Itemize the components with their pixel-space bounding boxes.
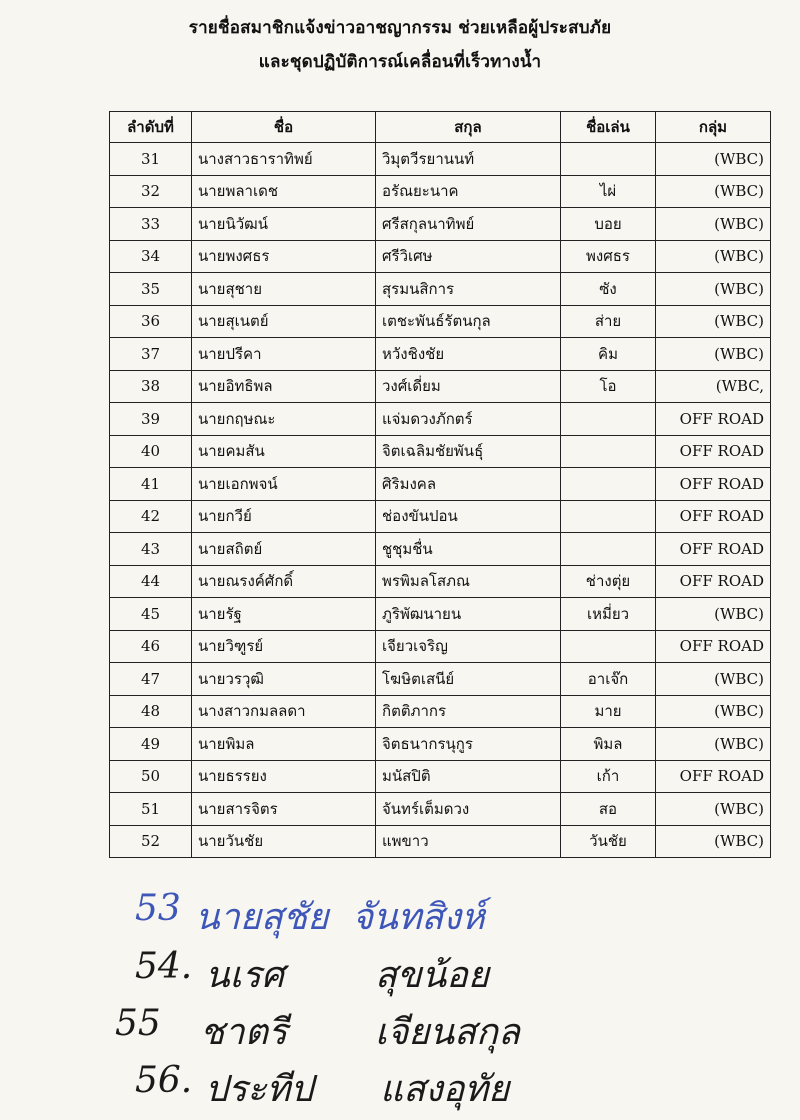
cell-first-name: นายพงศธร xyxy=(192,240,376,273)
table-row xyxy=(110,435,771,468)
table-row xyxy=(110,565,771,598)
cell-last-name: โฆษิตเสนีย์ xyxy=(376,663,561,696)
cell-first-name: นายปรีคา xyxy=(192,338,376,371)
table-row xyxy=(110,403,771,436)
cell-number: 41 xyxy=(110,468,192,501)
cell-number: 49 xyxy=(110,728,192,761)
cell-last-name: วงศ์เดี่ยม xyxy=(376,370,561,403)
cell-number: 43 xyxy=(110,533,192,566)
handwritten-first-name: ประทีป xyxy=(205,1069,314,1110)
cell-first-name: นายกฤษณะ xyxy=(192,403,376,436)
cell-group: OFF ROAD xyxy=(656,403,771,436)
cell-nickname: พิมล xyxy=(561,728,656,761)
cell-first-name: นายวรวุฒิ xyxy=(192,663,376,696)
cell-group: (WBC) xyxy=(656,305,771,338)
cell-nickname xyxy=(561,468,656,501)
table-row xyxy=(110,663,771,696)
cell-nickname: ไผ่ xyxy=(561,175,656,208)
cell-last-name: ช่องขันปอน xyxy=(376,500,561,533)
handwritten-last-name: สุขน้อย xyxy=(375,955,489,996)
cell-last-name: เตชะพันธ์รัตนกุล xyxy=(376,305,561,338)
cell-first-name: นายเอกพจน์ xyxy=(192,468,376,501)
cell-group: OFF ROAD xyxy=(656,435,771,468)
cell-group: OFF ROAD xyxy=(656,760,771,793)
cell-number: 42 xyxy=(110,500,192,533)
cell-last-name: จันทร์เต็มดวง xyxy=(376,793,561,826)
column-header-number: ลำดับที่ xyxy=(110,112,192,143)
cell-group: (WBC) xyxy=(656,208,771,241)
handwritten-last-name: จันทสิงห์ xyxy=(352,897,485,938)
cell-nickname: วันชัย xyxy=(561,825,656,858)
table-row xyxy=(110,500,771,533)
cell-first-name: นางสาวธาราทิพย์ xyxy=(192,143,376,176)
cell-number: 33 xyxy=(110,208,192,241)
cell-first-name: นายวันชัย xyxy=(192,825,376,858)
handwritten-first-name: ชาตรี xyxy=(200,1012,288,1053)
cell-number: 36 xyxy=(110,305,192,338)
cell-number: 44 xyxy=(110,565,192,598)
cell-group: OFF ROAD xyxy=(656,565,771,598)
cell-first-name: นายวิฑูรย์ xyxy=(192,630,376,663)
cell-nickname xyxy=(561,533,656,566)
cell-nickname: บอย xyxy=(561,208,656,241)
column-header-nickname: ชื่อเล่น xyxy=(561,112,656,143)
cell-last-name: ภูริพัฒนายน xyxy=(376,598,561,631)
cell-nickname: เก้า xyxy=(561,760,656,793)
cell-last-name: หวังชิงชัย xyxy=(376,338,561,371)
cell-nickname: ซัง xyxy=(561,273,656,306)
cell-number: 37 xyxy=(110,338,192,371)
table-row xyxy=(110,143,771,176)
table-row xyxy=(110,338,771,371)
column-header-last-name: สกุล xyxy=(376,112,561,143)
handwritten-first-name: นายสุชัย xyxy=(195,897,329,938)
table-row xyxy=(110,728,771,761)
cell-last-name: เจียวเจริญ xyxy=(376,630,561,663)
cell-number: 38 xyxy=(110,370,192,403)
cell-number: 31 xyxy=(110,143,192,176)
cell-first-name: นายนิวัฒน์ xyxy=(192,208,376,241)
handwritten-last-name: เจียนสกุล xyxy=(375,1012,520,1053)
member-table xyxy=(109,111,771,858)
cell-last-name: วิมุตวีรยานนท์ xyxy=(376,143,561,176)
cell-last-name: พรพิมลโสภณ xyxy=(376,565,561,598)
document-subtitle: และชุดปฏิบัติการณ์เคลื่อนที่เร็วทางน้ำ xyxy=(258,52,542,72)
cell-group: (WBC) xyxy=(656,175,771,208)
cell-number: 40 xyxy=(110,435,192,468)
cell-nickname: มาย xyxy=(561,695,656,728)
cell-nickname xyxy=(561,630,656,663)
cell-first-name: นายสถิตย์ xyxy=(192,533,376,566)
cell-group: (WBC, xyxy=(656,370,771,403)
cell-number: 51 xyxy=(110,793,192,826)
handwritten-first-name: นเรศ xyxy=(205,955,285,996)
cell-group: OFF ROAD xyxy=(656,500,771,533)
cell-group: (WBC) xyxy=(656,143,771,176)
cell-nickname: เหมี่ยว xyxy=(561,598,656,631)
cell-first-name: นายพลาเดช xyxy=(192,175,376,208)
cell-last-name: จิตเฉลิมชัยพันธุ์ xyxy=(376,435,561,468)
cell-number: 46 xyxy=(110,630,192,663)
cell-last-name: ชูชุมชื่น xyxy=(376,533,561,566)
table-row xyxy=(110,760,771,793)
cell-number: 32 xyxy=(110,175,192,208)
cell-last-name: ศรีวิเศษ xyxy=(376,240,561,273)
cell-group: (WBC) xyxy=(656,663,771,696)
cell-first-name: นายกวีย์ xyxy=(192,500,376,533)
cell-number: 35 xyxy=(110,273,192,306)
table-row xyxy=(110,630,771,663)
cell-number: 48 xyxy=(110,695,192,728)
table-row xyxy=(110,240,771,273)
cell-last-name: อรัณยะนาค xyxy=(376,175,561,208)
cell-nickname xyxy=(561,435,656,468)
cell-group: (WBC) xyxy=(656,825,771,858)
cell-group: (WBC) xyxy=(656,695,771,728)
cell-first-name: นายรัฐ xyxy=(192,598,376,631)
cell-nickname xyxy=(561,403,656,436)
cell-nickname: คิม xyxy=(561,338,656,371)
cell-group: (WBC) xyxy=(656,240,771,273)
cell-group: OFF ROAD xyxy=(656,630,771,663)
cell-last-name: แพขาว xyxy=(376,825,561,858)
cell-first-name: นายณรงค์ศักดิ์ xyxy=(192,565,376,598)
table-body xyxy=(110,143,771,858)
table-row xyxy=(110,598,771,631)
cell-number: 45 xyxy=(110,598,192,631)
cell-nickname: โอ xyxy=(561,370,656,403)
handwritten-number: 56. xyxy=(135,1060,193,1101)
cell-number: 39 xyxy=(110,403,192,436)
cell-group: (WBC) xyxy=(656,273,771,306)
cell-first-name: นายธรรยง xyxy=(192,760,376,793)
cell-first-name: นายพิมล xyxy=(192,728,376,761)
handwritten-last-name: แสงอุทัย xyxy=(380,1069,510,1110)
handwritten-number: 55 xyxy=(115,1003,161,1044)
table-row xyxy=(110,370,771,403)
cell-group: (WBC) xyxy=(656,728,771,761)
cell-last-name: มนัสปิติ xyxy=(376,760,561,793)
document-title: รายชื่อสมาชิกแจ้งข่าวอาชญากรรม ช่วยเหลือผู้ประสบภัย xyxy=(188,18,612,38)
table-row xyxy=(110,305,771,338)
table-row xyxy=(110,533,771,566)
table-row xyxy=(110,273,771,306)
cell-group: (WBC) xyxy=(656,338,771,371)
table-row xyxy=(110,793,771,826)
table-row xyxy=(110,175,771,208)
table-row xyxy=(110,695,771,728)
table-header-row xyxy=(110,112,771,143)
cell-nickname: พงศธร xyxy=(561,240,656,273)
cell-first-name: นายคมสัน xyxy=(192,435,376,468)
cell-last-name: ศรีสกุลนาทิพย์ xyxy=(376,208,561,241)
cell-first-name: นายสารจิตร xyxy=(192,793,376,826)
cell-first-name: นายอิทธิพล xyxy=(192,370,376,403)
cell-group: OFF ROAD xyxy=(656,533,771,566)
cell-group: OFF ROAD xyxy=(656,468,771,501)
cell-nickname xyxy=(561,500,656,533)
table-row xyxy=(110,468,771,501)
cell-group: (WBC) xyxy=(656,598,771,631)
cell-last-name: กิตติภากร xyxy=(376,695,561,728)
table-row xyxy=(110,208,771,241)
handwritten-number: 53 xyxy=(135,888,181,929)
cell-last-name: แจ่มดวงภักตร์ xyxy=(376,403,561,436)
cell-number: 50 xyxy=(110,760,192,793)
cell-first-name: นายสุเนตย์ xyxy=(192,305,376,338)
column-header-group: กลุ่ม xyxy=(656,112,771,143)
cell-nickname: อาเจ๊ก xyxy=(561,663,656,696)
cell-nickname: ส่าย xyxy=(561,305,656,338)
cell-last-name: สุรมนสิการ xyxy=(376,273,561,306)
cell-number: 47 xyxy=(110,663,192,696)
cell-nickname: สอ xyxy=(561,793,656,826)
cell-first-name: นางสาวกมลลดา xyxy=(192,695,376,728)
column-header-first-name: ชื่อ xyxy=(192,112,376,143)
cell-first-name: นายสุชาย xyxy=(192,273,376,306)
cell-number: 34 xyxy=(110,240,192,273)
table-row xyxy=(110,825,771,858)
cell-nickname xyxy=(561,143,656,176)
cell-last-name: ศิริมงคล xyxy=(376,468,561,501)
handwritten-number: 54. xyxy=(135,946,193,987)
cell-nickname: ช่างตุ่ย xyxy=(561,565,656,598)
cell-last-name: จิตธนากรนุกูร xyxy=(376,728,561,761)
cell-group: (WBC) xyxy=(656,793,771,826)
cell-number: 52 xyxy=(110,825,192,858)
